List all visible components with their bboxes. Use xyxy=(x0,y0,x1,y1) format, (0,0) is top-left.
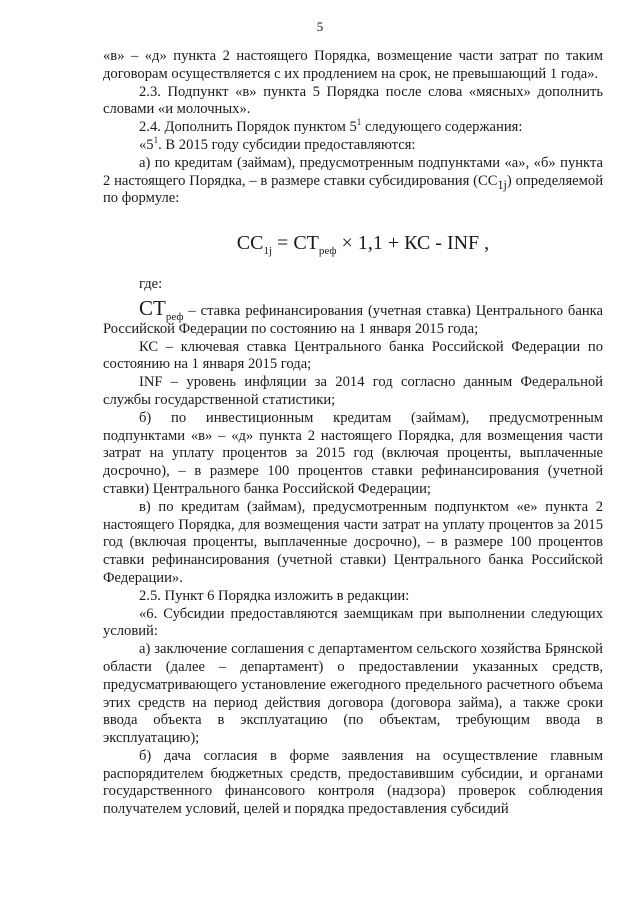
item-v: в) по кредитам (займам), предусмотренным подпунктом «е» пункта 2 настоящего Порядка, для возмещения части затрат на уплату процентов за 2015 год (включая проценты, выплаченные досрочно), – в размере 100 процентов ставки рефинансирования (учетной ставки) Центрального банка Российской Федерации». xyxy=(103,498,603,586)
definition-inf: INF – уровень инфляции за 2014 год согласно данным Федеральной службы государственной статистики; xyxy=(103,374,603,408)
document-body xyxy=(103,48,603,819)
paragraph-5-1: «$5^1$. В 2015 году субсидии предоставляются: xyxy=(139,135,416,153)
condition-a: а) заключение соглашения с департаментом сельского хозяйства Брянской области (далее – департамент) о предоставлении указанных средств, предусматривающего установление ежегодного предельного расчетного объема этих средств на период действия договора (договора займа), а также сроки ввода объекта в эксплуатацию (по объектам, требующим ввода в эксплуатацию); xyxy=(103,641,603,747)
definition-ct-ref: $СТ_{реф}$ – ставка рефинансирования (учетная ставка) Центрального банка Российской Федерации по состоянию на 1 января 2015 года; xyxy=(103,295,603,337)
paragraph-2-4: 2.4. Дополнить Порядок пунктом $5^1$ следующего содержания: xyxy=(139,117,523,136)
page-number: 5 xyxy=(316,19,324,34)
paragraph-2-3: 2.3. Подпункт «в» пункта 5 Порядка после слова «мясных» дополнить словами «и молочных». xyxy=(103,83,603,118)
formula: $СС_{1j} = СТ_{реф} \times 1,1$ + КС - INF , xyxy=(236,232,490,258)
item-a: а) по кредитам (займам), предусмотренным подпунктами «а», «б» пункта 2 настоящего Порядка, – в размере ставки субсидирования $(СС_{1j})$ определяемой по формуле: xyxy=(103,154,603,207)
paragraph-2-5: 2.5. Пункт 6 Порядка изложить в редакции: xyxy=(139,587,410,604)
paragraph-6: «6. Субсидии предоставляются заемщикам при выполнении следующих условий: xyxy=(103,605,603,640)
paragraph-continuation: «в» – «д» пункта 2 настоящего Порядка, возмещение части затрат по таким договорам осуществляется с их продлением на срок, не превышающий 1 года». xyxy=(103,48,603,82)
condition-b: б) дача согласия в форме заявления на осуществление главным распорядителем бюджетных средств, предоставившим субсидии, и органами государственного финансового контроля (надзора) проверок соблюдения получателем условий, целей и порядка предоставления субсидий xyxy=(103,747,603,818)
definition-ks: КС – ключевая ставка Центрального банка Российской Федерации по состоянию на 1 января 2015 года; xyxy=(103,338,603,373)
where-label: где: xyxy=(139,276,163,293)
item-b: б) по инвестиционным кредитам (займам), предусмотренным подпунктами «в» – «д» пункта 2 настоящего Порядка, для возмещения части затрат на уплату процентов за 2015 год (включая проценты, выплаченные досрочно), – в размере 100 процентов ставки рефинансирования (учетной ставки) Центрального банка Российской Федерации; xyxy=(103,409,603,497)
